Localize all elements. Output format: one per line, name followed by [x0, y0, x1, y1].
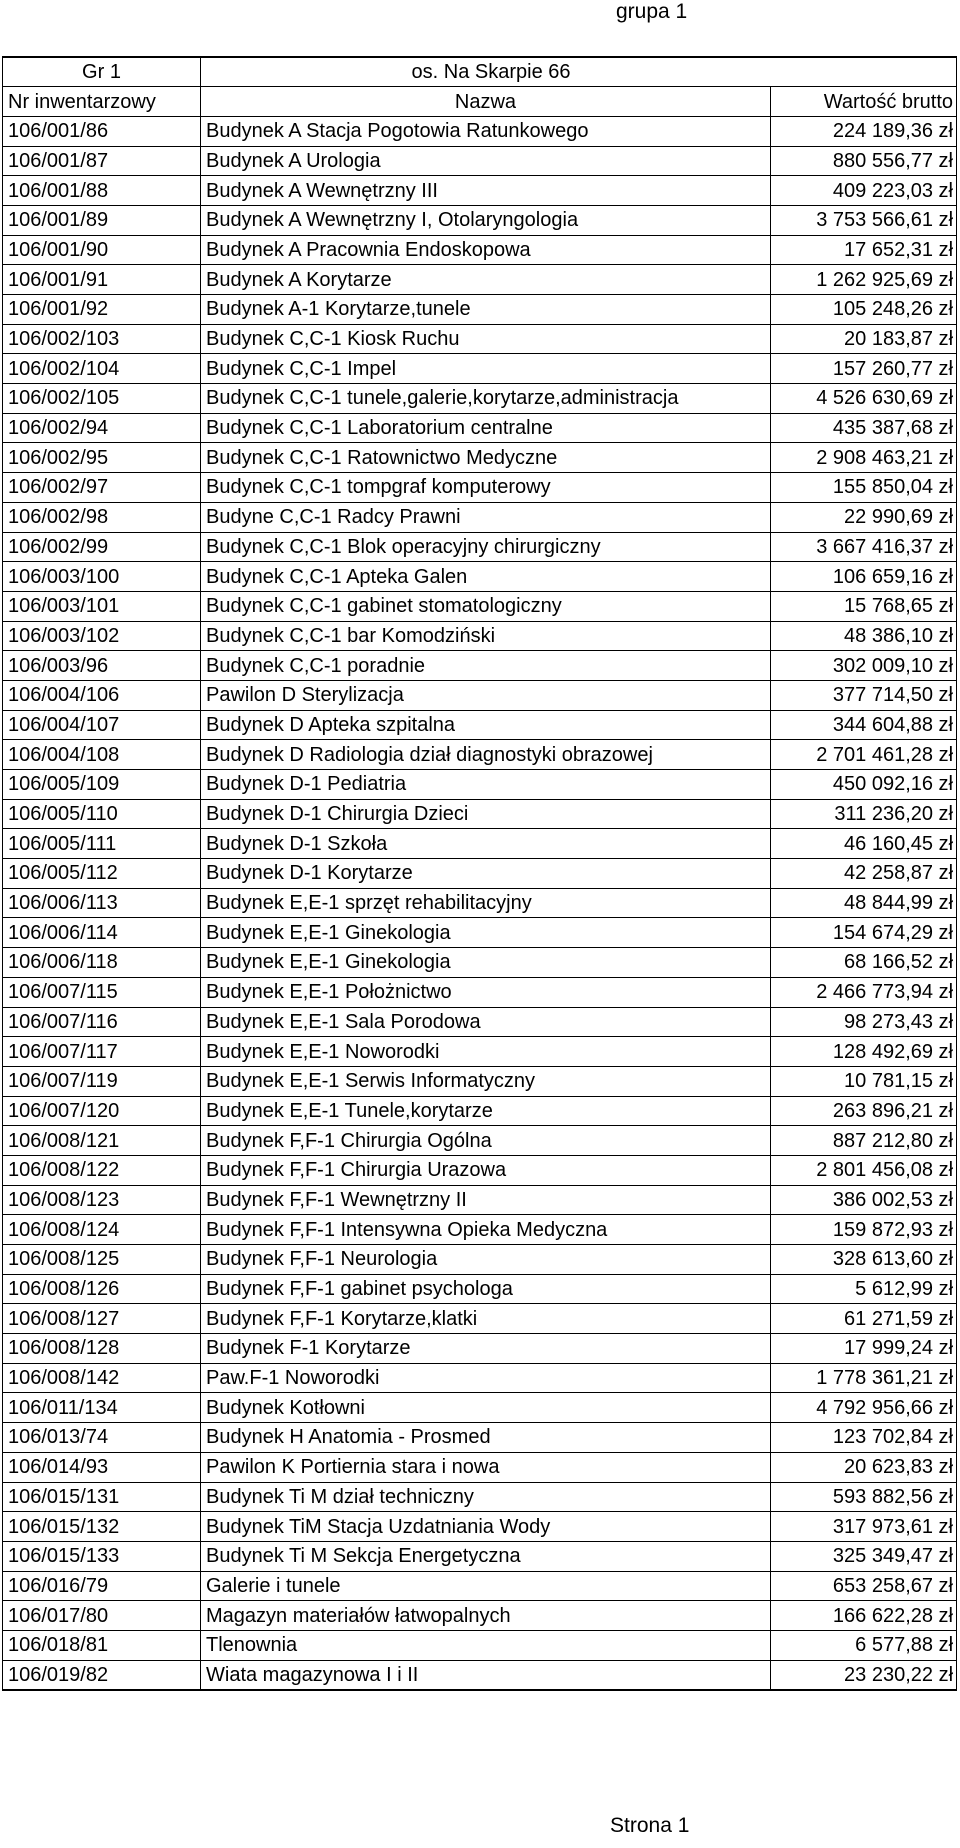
- inventory-number: 106/005/112: [3, 859, 201, 889]
- gross-value: 1 262 925,69 zł: [771, 265, 957, 295]
- group-row: [3, 57, 957, 87]
- inventory-number: 106/015/131: [3, 1482, 201, 1512]
- table-row: [3, 710, 957, 740]
- gross-value: 48 844,99 zł: [771, 888, 957, 918]
- inventory-number: 106/001/90: [3, 235, 201, 265]
- gross-value: 106 659,16 zł: [771, 562, 957, 592]
- asset-name: Budynek C,C-1 bar Komodziński: [201, 621, 771, 651]
- gross-value: 48 386,10 zł: [771, 621, 957, 651]
- gross-value: 386 002,53 zł: [771, 1185, 957, 1215]
- inventory-number: 106/002/105: [3, 384, 201, 414]
- gross-value: 61 271,59 zł: [771, 1304, 957, 1334]
- inventory-number: 106/002/98: [3, 502, 201, 532]
- gross-value: 317 973,61 zł: [771, 1512, 957, 1542]
- asset-name: Tlenownia: [201, 1630, 771, 1660]
- asset-name: Budynek Kotłowni: [201, 1393, 771, 1423]
- table-row: [3, 502, 957, 532]
- group-title: os. Na Skarpie 66: [201, 57, 957, 87]
- inventory-number: 106/002/95: [3, 443, 201, 473]
- table-row: [3, 770, 957, 800]
- gross-value: 46 160,45 zł: [771, 829, 957, 859]
- asset-name: Pawilon K Portiernia stara i nowa: [201, 1452, 771, 1482]
- table-row: [3, 1066, 957, 1096]
- inventory-number: 106/001/86: [3, 116, 201, 146]
- asset-name: Budyne C,C-1 Radcy Prawni: [201, 502, 771, 532]
- table-row: [3, 859, 957, 889]
- table-row: [3, 1541, 957, 1571]
- inventory-number: 106/006/113: [3, 888, 201, 918]
- column-header-row: [3, 87, 957, 117]
- table-row: [3, 888, 957, 918]
- table-row: [3, 1601, 957, 1631]
- asset-name: Budynek H Anatomia - Prosmed: [201, 1423, 771, 1453]
- table-row: [3, 1155, 957, 1185]
- inventory-number: 106/008/142: [3, 1363, 201, 1393]
- inventory-number: 106/007/115: [3, 977, 201, 1007]
- inventory-number: 106/008/125: [3, 1245, 201, 1275]
- asset-name: Budynek E,E-1 Ginekologia: [201, 948, 771, 978]
- asset-name: Budynek F,F-1 gabinet psychologa: [201, 1274, 771, 1304]
- gross-value: 377 714,50 zł: [771, 680, 957, 710]
- asset-name: Budynek E,E-1 Sala Porodowa: [201, 1007, 771, 1037]
- asset-name: Budynek D-1 Korytarze: [201, 859, 771, 889]
- table-row: [3, 1096, 957, 1126]
- gross-value: 409 223,03 zł: [771, 176, 957, 206]
- inventory-number: 106/001/87: [3, 146, 201, 176]
- inventory-number: 106/008/127: [3, 1304, 201, 1334]
- inventory-number: 106/015/132: [3, 1512, 201, 1542]
- inventory-table: [2, 56, 957, 1691]
- gross-value: 311 236,20 zł: [771, 799, 957, 829]
- asset-name: Budynek F,F-1 Intensywna Opieka Medyczna: [201, 1215, 771, 1245]
- inventory-number: 106/008/124: [3, 1215, 201, 1245]
- table-row: [3, 1363, 957, 1393]
- table-row: [3, 829, 957, 859]
- gross-value: 42 258,87 zł: [771, 859, 957, 889]
- inventory-number: 106/001/88: [3, 176, 201, 206]
- table-row: [3, 740, 957, 770]
- inventory-number: 106/001/92: [3, 295, 201, 325]
- asset-name: Budynek D Radiologia dział diagnostyki obrazowej: [201, 740, 771, 770]
- table-row: [3, 235, 957, 265]
- asset-name: Budynek F-1 Korytarze: [201, 1334, 771, 1364]
- gross-value: 159 872,93 zł: [771, 1215, 957, 1245]
- asset-name: Budynek F,F-1 Wewnętrzny II: [201, 1185, 771, 1215]
- table-row: [3, 918, 957, 948]
- asset-name: Galerie i tunele: [201, 1571, 771, 1601]
- gross-value: 2 466 773,94 zł: [771, 977, 957, 1007]
- asset-name: Budynek E,E-1 sprzęt rehabilitacyjny: [201, 888, 771, 918]
- inventory-number: 106/008/121: [3, 1126, 201, 1156]
- inventory-number: 106/005/110: [3, 799, 201, 829]
- inventory-number: 106/007/117: [3, 1037, 201, 1067]
- gross-value: 653 258,67 zł: [771, 1571, 957, 1601]
- gross-value: 20 183,87 zł: [771, 324, 957, 354]
- asset-name: Budynek Ti M Sekcja Energetyczna: [201, 1541, 771, 1571]
- asset-name: Magazyn materiałów łatwopalnych: [201, 1601, 771, 1631]
- table-row: [3, 1037, 957, 1067]
- gross-value: 593 882,56 zł: [771, 1482, 957, 1512]
- asset-name: Budynek TiM Stacja Uzdatniania Wody: [201, 1512, 771, 1542]
- gross-value: 435 387,68 zł: [771, 413, 957, 443]
- asset-name: Budynek A-1 Korytarze,tunele: [201, 295, 771, 325]
- asset-name: Budynek C,C-1 Laboratorium centralne: [201, 413, 771, 443]
- gross-value: 344 604,88 zł: [771, 710, 957, 740]
- asset-name: Budynek D-1 Pediatria: [201, 770, 771, 800]
- gross-value: 263 896,21 zł: [771, 1096, 957, 1126]
- inventory-number: 106/001/91: [3, 265, 201, 295]
- inventory-number: 106/008/126: [3, 1274, 201, 1304]
- gross-value: 98 273,43 zł: [771, 1007, 957, 1037]
- gross-value: 328 613,60 zł: [771, 1245, 957, 1275]
- table-row: [3, 591, 957, 621]
- inventory-number: 106/002/97: [3, 473, 201, 503]
- asset-name: Budynek C,C-1 Ratownictwo Medyczne: [201, 443, 771, 473]
- inventory-number: 106/011/134: [3, 1393, 201, 1423]
- gross-value: 4 792 956,66 zł: [771, 1393, 957, 1423]
- gross-value: 17 652,31 zł: [771, 235, 957, 265]
- asset-name: Budynek F,F-1 Chirurgia Ogólna: [201, 1126, 771, 1156]
- asset-name: Budynek E,E-1 Położnictwo: [201, 977, 771, 1007]
- asset-name: Budynek C,C-1 Kiosk Ruchu: [201, 324, 771, 354]
- table-row: [3, 1423, 957, 1453]
- inventory-number: 106/017/80: [3, 1601, 201, 1631]
- asset-name: Pawilon D Sterylizacja: [201, 680, 771, 710]
- asset-name: Budynek E,E-1 Ginekologia: [201, 918, 771, 948]
- gross-value: 154 674,29 zł: [771, 918, 957, 948]
- asset-name: Budynek C,C-1 tompgraf komputerowy: [201, 473, 771, 503]
- table-row: [3, 621, 957, 651]
- table-row: [3, 413, 957, 443]
- table-row: [3, 205, 957, 235]
- gross-value: 15 768,65 zł: [771, 591, 957, 621]
- col-header-inventory: Nr inwentarzowy: [3, 87, 201, 117]
- gross-value: 224 189,36 zł: [771, 116, 957, 146]
- table-row: [3, 384, 957, 414]
- inventory-number: 106/003/100: [3, 562, 201, 592]
- table-row: [3, 1274, 957, 1304]
- table-row: [3, 1512, 957, 1542]
- table-row: [3, 948, 957, 978]
- gross-value: 17 999,24 zł: [771, 1334, 957, 1364]
- inventory-number: 106/004/106: [3, 680, 201, 710]
- table-row: [3, 1007, 957, 1037]
- asset-name: Paw.F-1 Noworodki: [201, 1363, 771, 1393]
- inventory-number: 106/018/81: [3, 1630, 201, 1660]
- asset-name: Budynek A Korytarze: [201, 265, 771, 295]
- inventory-number: 106/008/122: [3, 1155, 201, 1185]
- col-header-name: Nazwa: [201, 87, 771, 117]
- gross-value: 450 092,16 zł: [771, 770, 957, 800]
- gross-value: 2 801 456,08 zł: [771, 1155, 957, 1185]
- asset-name: Wiata magazynowa I i II: [201, 1660, 771, 1690]
- asset-name: Budynek A Wewnętrzny I, Otolaryngologia: [201, 205, 771, 235]
- gross-value: 166 622,28 zł: [771, 1601, 957, 1631]
- gross-value: 325 349,47 zł: [771, 1541, 957, 1571]
- gross-value: 23 230,22 zł: [771, 1660, 957, 1690]
- inventory-number: 106/006/114: [3, 918, 201, 948]
- asset-name: Budynek C,C-1 tunele,galerie,korytarze,administracja: [201, 384, 771, 414]
- inventory-number: 106/014/93: [3, 1452, 201, 1482]
- inventory-number: 106/007/120: [3, 1096, 201, 1126]
- gross-value: 880 556,77 zł: [771, 146, 957, 176]
- asset-name: Budynek A Wewnętrzny III: [201, 176, 771, 206]
- table-row: [3, 354, 957, 384]
- gross-value: 157 260,77 zł: [771, 354, 957, 384]
- table-row: [3, 176, 957, 206]
- gross-value: 22 990,69 zł: [771, 502, 957, 532]
- inventory-sheet: [2, 56, 957, 1691]
- asset-name: Budynek D-1 Szkoła: [201, 829, 771, 859]
- gross-value: 5 612,99 zł: [771, 1274, 957, 1304]
- gross-value: 887 212,80 zł: [771, 1126, 957, 1156]
- table-row: [3, 532, 957, 562]
- asset-name: Budynek F,F-1 Korytarze,klatki: [201, 1304, 771, 1334]
- table-row: [3, 324, 957, 354]
- asset-name: Budynek C,C-1 Blok operacyjny chirurgiczny: [201, 532, 771, 562]
- inventory-number: 106/001/89: [3, 205, 201, 235]
- inventory-number: 106/003/101: [3, 591, 201, 621]
- inventory-number: 106/004/107: [3, 710, 201, 740]
- table-row: [3, 1126, 957, 1156]
- inventory-number: 106/005/109: [3, 770, 201, 800]
- gross-value: 1 778 361,21 zł: [771, 1363, 957, 1393]
- gross-value: 2 908 463,21 zł: [771, 443, 957, 473]
- inventory-number: 106/015/133: [3, 1541, 201, 1571]
- gross-value: 2 701 461,28 zł: [771, 740, 957, 770]
- inventory-number: 106/007/116: [3, 1007, 201, 1037]
- table-row: [3, 265, 957, 295]
- table-row: [3, 651, 957, 681]
- table-row: [3, 1393, 957, 1423]
- asset-name: Budynek C,C-1 poradnie: [201, 651, 771, 681]
- asset-name: Budynek E,E-1 Noworodki: [201, 1037, 771, 1067]
- table-row: [3, 1334, 957, 1364]
- gross-value: 4 526 630,69 zł: [771, 384, 957, 414]
- asset-name: Budynek C,C-1 Apteka Galen: [201, 562, 771, 592]
- inventory-number: 106/008/128: [3, 1334, 201, 1364]
- table-row: [3, 146, 957, 176]
- inventory-number: 106/005/111: [3, 829, 201, 859]
- table-row: [3, 473, 957, 503]
- asset-name: Budynek E,E-1 Serwis Informatyczny: [201, 1066, 771, 1096]
- inventory-number: 106/007/119: [3, 1066, 201, 1096]
- asset-name: Budynek A Stacja Pogotowia Ratunkowego: [201, 116, 771, 146]
- inventory-number: 106/019/82: [3, 1660, 201, 1690]
- asset-name: Budynek C,C-1 Impel: [201, 354, 771, 384]
- table-row: [3, 295, 957, 325]
- table-row: [3, 1215, 957, 1245]
- inventory-number: 106/003/102: [3, 621, 201, 651]
- gross-value: 105 248,26 zł: [771, 295, 957, 325]
- asset-name: Budynek E,E-1 Tunele,korytarze: [201, 1096, 771, 1126]
- inventory-number: 106/016/79: [3, 1571, 201, 1601]
- gross-value: 302 009,10 zł: [771, 651, 957, 681]
- table-row: [3, 1482, 957, 1512]
- table-row: [3, 116, 957, 146]
- col-header-value: Wartość brutto: [771, 87, 957, 117]
- table-row: [3, 1571, 957, 1601]
- table-row: [3, 977, 957, 1007]
- inventory-number: 106/004/108: [3, 740, 201, 770]
- gross-value: 20 623,83 zł: [771, 1452, 957, 1482]
- table-row: [3, 1452, 957, 1482]
- asset-name: Budynek D Apteka szpitalna: [201, 710, 771, 740]
- gross-value: 128 492,69 zł: [771, 1037, 957, 1067]
- asset-name: Budynek Ti M dział techniczny: [201, 1482, 771, 1512]
- table-row: [3, 1660, 957, 1690]
- inventory-number: 106/003/96: [3, 651, 201, 681]
- table-row: [3, 1304, 957, 1334]
- inventory-number: 106/002/104: [3, 354, 201, 384]
- gross-value: 123 702,84 zł: [771, 1423, 957, 1453]
- page-footer: Strona 1: [610, 1814, 690, 1837]
- table-row: [3, 1185, 957, 1215]
- gross-value: 155 850,04 zł: [771, 473, 957, 503]
- asset-name: Budynek A Urologia: [201, 146, 771, 176]
- inventory-number: 106/006/118: [3, 948, 201, 978]
- inventory-number: 106/008/123: [3, 1185, 201, 1215]
- gross-value: 68 166,52 zł: [771, 948, 957, 978]
- asset-name: Budynek F,F-1 Neurologia: [201, 1245, 771, 1275]
- table-row: [3, 443, 957, 473]
- gross-value: 6 577,88 zł: [771, 1630, 957, 1660]
- gross-value: 3 667 416,37 zł: [771, 532, 957, 562]
- inventory-number: 106/002/99: [3, 532, 201, 562]
- asset-name: Budynek C,C-1 gabinet stomatologiczny: [201, 591, 771, 621]
- table-row: [3, 1630, 957, 1660]
- table-row: [3, 562, 957, 592]
- page-header: grupa 1: [616, 0, 688, 23]
- table-row: [3, 799, 957, 829]
- inventory-number: 106/013/74: [3, 1423, 201, 1453]
- gross-value: 10 781,15 zł: [771, 1066, 957, 1096]
- inventory-number: 106/002/94: [3, 413, 201, 443]
- inventory-number: 106/002/103: [3, 324, 201, 354]
- group-label: Gr 1: [3, 57, 201, 87]
- asset-name: Budynek A Pracownia Endoskopowa: [201, 235, 771, 265]
- asset-name: Budynek F,F-1 Chirurgia Urazowa: [201, 1155, 771, 1185]
- table-row: [3, 1245, 957, 1275]
- asset-name: Budynek D-1 Chirurgia Dzieci: [201, 799, 771, 829]
- table-row: [3, 680, 957, 710]
- gross-value: 3 753 566,61 zł: [771, 205, 957, 235]
